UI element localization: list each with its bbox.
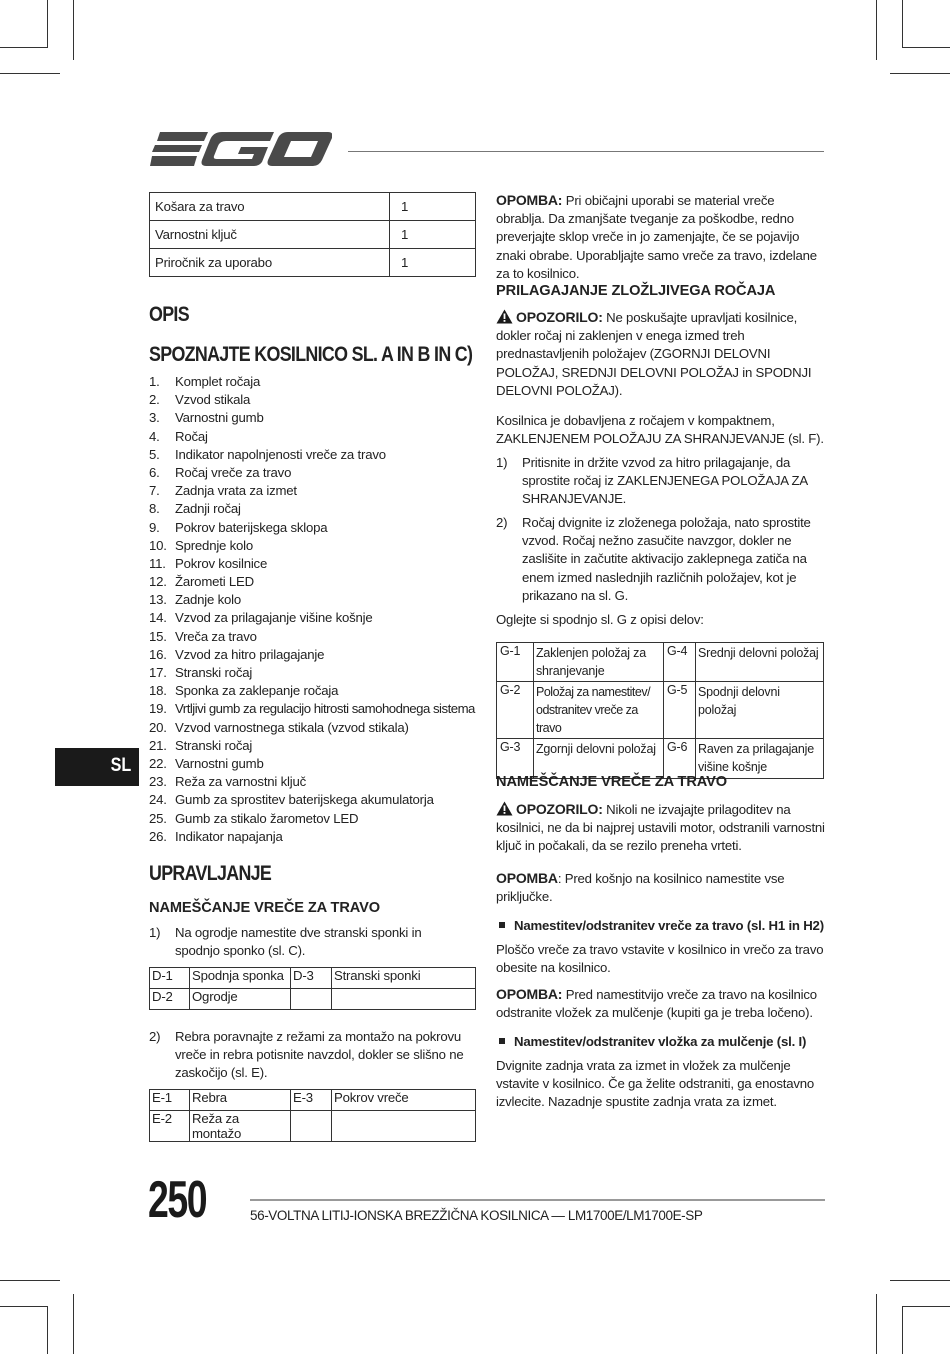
list-item-label: Stranski ročaj [175, 737, 253, 753]
step-text: Ročaj dvignite iz zloženega položaja, nato sprostite vzvod. Ročaj nežno zasučite navzgor, dokler ne zaslišite in začutite aktivacijo zaklepnega zatiča na enem izmed naslednjih različnih položajev, kot je prikazano na sl. G. [522, 515, 811, 603]
table-cell: G-6 [664, 739, 696, 779]
list-item [149, 682, 475, 700]
list-item [149, 628, 475, 646]
crop-mark [73, 1294, 74, 1354]
list-item [149, 555, 475, 573]
packing-item: Priročnik za uporabo [150, 249, 390, 277]
list-item [149, 646, 475, 664]
list-item-label: Vzvod varnostnega stikala (vzvod stikala) [175, 719, 409, 735]
packing-table [149, 192, 476, 277]
table-cell: D-2 [150, 989, 190, 1010]
subsection-bag [496, 917, 824, 935]
list-item-number: 24. [149, 792, 167, 808]
table-cell: G-3 [497, 739, 534, 779]
table-cell [291, 1111, 332, 1142]
list-item-label: Indikator napolnjenosti vreče za travo [175, 446, 386, 462]
list-item-number: 18. [149, 683, 167, 699]
language-tab [55, 748, 139, 786]
subheading-handle: PRILAGAJANJE ZLOŽLJIVEGA ROČAJA [496, 283, 776, 299]
list-item-label: Varnostni gumb [175, 755, 264, 771]
list-item-label: Zadnja vrata za izmet [175, 483, 297, 499]
note-attachments [496, 869, 796, 906]
list-item-label: Vzvod stikala [175, 392, 251, 408]
list-item-label: Reža za varnostni ključ [175, 774, 306, 790]
table-g [496, 642, 824, 779]
list-item-label: Varnostni gumb [175, 410, 264, 426]
list-item [149, 519, 475, 537]
crop-mark [0, 47, 48, 48]
table-row [150, 193, 476, 221]
warning-handle [496, 308, 814, 400]
list-item-label: Sponka za zaklepanje ročaja [175, 683, 339, 699]
table-cell: E-1 [150, 1090, 190, 1111]
list-item-number: 25. [149, 810, 167, 826]
crop-mark [0, 1306, 48, 1307]
list-item [149, 609, 475, 627]
table-cell: Srednji delovni položaj [696, 643, 824, 682]
table-row [497, 739, 824, 779]
section-heading-upravljanje: UPRAVLJANJE [149, 862, 272, 885]
crop-mark [0, 1280, 60, 1281]
paragraph-compact: Kosilnica je dobavljena z ročajem v kompaktnem, ZAKLENJENEM POLOŽAJU ZA SHRANJEVANJE (sl. F). [496, 413, 824, 447]
table-cell: Položaj za namestitev/ odstranitev vreče za travo [534, 682, 664, 739]
table-cell: Raven za prilagajanje višine košnje [696, 739, 824, 779]
table-row [150, 1090, 476, 1111]
table-cell [332, 1111, 476, 1142]
warning-text: Ne poskušajte upravljati kosilnice, dokler ročaj ni zaklenjen v enega izmed treh prednastavljenih položajev (ZGORNJI DELOVNI POLOŽAJ, SREDNJI DELOVNI POLOŽAJ in SPODNJI DELOVNI POLOŽAJ). [496, 310, 812, 398]
note-text: Pri običajni uporabi se material vreče obrablja. Da zmanjšate tveganje za poškodbe, redno preverjajte sklop vreče in jo zamenjajte, če se pojavijo znaki obrabe. Uporabljajte samo vreče za travo, izdelane za to kosilnico. [496, 193, 817, 281]
table-cell: Spodnji delovni položaj [696, 682, 824, 739]
subsection-title: Namestitev/odstranitev vložka za mulčenje (sl. I) [514, 1034, 807, 1049]
table-cell: E-2 [150, 1111, 190, 1142]
list-item [149, 428, 475, 446]
table-cell [332, 989, 476, 1010]
list-item-label: Vzvod za hitro prilagajanje [175, 646, 325, 662]
step-item [149, 924, 469, 960]
step-number: 2) [149, 1029, 161, 1044]
list-item-label: Gumb za sprostitev baterijskega akumulatorja [175, 792, 434, 808]
crop-mark [47, 1306, 48, 1354]
list-item-number: 9. [149, 519, 160, 535]
list-item [149, 391, 475, 409]
section-heading-opis: OPIS [149, 303, 189, 326]
warning-triangle-icon [496, 309, 513, 324]
note-text: Pred namestitvijo vreče za travo na kosilnico odstranite vložek za mulčenje (kupiti ga je treba ločeno). [496, 987, 817, 1021]
crop-mark [876, 0, 877, 60]
note-label: OPOMBA [496, 870, 558, 886]
subheading-install-bag: NAMEŠČANJE VREČE ZA TRAVO [149, 900, 381, 916]
table-row [150, 989, 476, 1010]
warning-text: Nikoli ne izvajajte prilagoditev na kosilnici, ne da bi najprej ustavili motor, odstranili varnostni ključ in počakali, da se rezilo preneha vrteti. [496, 802, 825, 854]
list-item [149, 373, 475, 391]
table-cell: G-1 [497, 643, 534, 682]
list-item [149, 591, 475, 609]
step-text: Pritisnite in držite vzvod za hitro prilagajanje, da sprostite ročaj iz ZAKLENJENEGA POLOŽAJA ZA SHRANJEVANJE. [522, 455, 808, 507]
table-cell: Spodnja sponka [190, 968, 291, 989]
list-item [149, 409, 475, 427]
step-item [496, 514, 816, 605]
packing-qty: 1 [390, 221, 476, 249]
packing-qty: 1 [390, 249, 476, 277]
list-item-label: Vzvod za prilagajanje višine košnje [175, 610, 373, 626]
list-item [149, 755, 475, 773]
list-item [149, 500, 475, 518]
note-label: OPOMBA: [496, 986, 563, 1002]
list-item-label: Sprednje kolo [175, 537, 254, 553]
crop-mark [73, 0, 74, 60]
list-item-number: 12. [149, 574, 167, 590]
list-item-number: 6. [149, 464, 160, 480]
list-item-label: Gumb za stikalo žarometov LED [175, 810, 359, 826]
list-item [149, 464, 475, 482]
list-item-number: 3. [149, 410, 160, 426]
list-item-number: 19. [149, 701, 167, 717]
list-item-label: Komplet ročaja [175, 374, 261, 389]
list-item-label: Vrtljivi gumb za regulacijo hitrosti samohodnega sistema [175, 701, 475, 717]
table-cell: G-4 [664, 643, 696, 682]
table-e [149, 1089, 476, 1142]
list-item-label: Indikator napajanja [175, 828, 283, 844]
table-cell: Pokrov vreče [332, 1090, 476, 1111]
table-d [149, 967, 476, 1010]
page-number: 250 [148, 1171, 207, 1229]
crop-mark [876, 1294, 877, 1354]
list-item [149, 828, 475, 846]
list-item [149, 482, 475, 500]
bullet-icon [499, 1038, 505, 1044]
table-cell: G-2 [497, 682, 534, 739]
list-item-number: 4. [149, 428, 160, 444]
crop-mark [902, 1306, 903, 1354]
step-item [149, 1028, 469, 1083]
list-item [149, 719, 475, 737]
warning-label: OPOZORILO: [516, 801, 603, 817]
list-item-number: 11. [149, 555, 166, 571]
list-item [149, 664, 475, 682]
table-row [497, 682, 824, 739]
table-row [497, 643, 824, 682]
section-heading-know: SPOZNAJTE KOSILNICO SL. A IN B IN C) [149, 343, 473, 366]
list-item-label: Ročaj vreče za travo [175, 464, 292, 480]
list-item-label: Zadnji ročaj [175, 501, 241, 517]
table-cell: Zgornji delovni položaj [534, 739, 664, 779]
table-cell: G-5 [664, 682, 696, 739]
list-item [149, 537, 475, 555]
table-row [150, 249, 476, 277]
crop-mark [890, 1280, 950, 1281]
list-item-number: 1. [149, 374, 160, 389]
list-item-number: 7. [149, 483, 160, 499]
list-item [149, 700, 475, 718]
list-item-number: 2. [149, 392, 160, 408]
note-text: : Pred košnjo na kosilnico namestite vse priključke. [496, 871, 785, 905]
packing-qty: 1 [390, 193, 476, 221]
step-number: 2) [496, 515, 508, 530]
parts-list [149, 373, 475, 846]
table-cell: Reža za montažo [190, 1111, 291, 1142]
list-item-label: Zadnje kolo [175, 592, 241, 608]
crop-mark [902, 1306, 950, 1307]
crop-mark [902, 47, 950, 48]
table-cell [291, 989, 332, 1010]
list-item [149, 446, 475, 464]
list-item [149, 737, 475, 755]
crop-mark [0, 73, 60, 74]
note-label: OPOMBA: [496, 192, 563, 208]
packing-item: Varnostni ključ [150, 221, 390, 249]
list-item-number: 8. [149, 501, 160, 517]
language-tab-label: SL [110, 755, 131, 776]
warning-adjust [496, 800, 826, 856]
warning-label: OPOZORILO: [516, 309, 603, 325]
header-rule [348, 151, 824, 152]
list-item-label: Ročaj [175, 428, 208, 444]
list-item-number: 5. [149, 446, 160, 462]
list-item-number: 17. [149, 665, 167, 680]
list-item-label: Vreča za travo [175, 628, 257, 644]
packing-item: Košara za travo [150, 193, 390, 221]
list-item-number: 10. [149, 537, 167, 553]
table-row [150, 968, 476, 989]
list-item [149, 791, 475, 809]
subsection-mulch [496, 1033, 806, 1051]
list-item-label: Stranski ročaj [175, 665, 253, 680]
step-number: 1) [496, 455, 508, 470]
footer-title: 56-VOLTNA LITIJ-IONSKA BREZŽIČNA KOSILNICA — LM1700E/LM1700E-SP [250, 1208, 703, 1223]
table-cell: D-3 [291, 968, 332, 989]
table-cell: Ogrodje [190, 989, 291, 1010]
note-bag-wear [496, 191, 826, 283]
list-item-number: 13. [149, 592, 167, 608]
table-cell: Stranski sponki [332, 968, 476, 989]
bullet-icon [499, 922, 505, 928]
table-cell: Zaklenjen položaj za shranjevanje [534, 643, 664, 682]
ego-logo [150, 128, 332, 177]
note-mulch [496, 985, 826, 1022]
paragraph-see-g: Oglejte si spodnjo sl. G z opisi delov: [496, 612, 704, 627]
table-row [150, 1111, 476, 1142]
list-item-label: Pokrov baterijskega sklopa [175, 519, 328, 535]
list-item [149, 773, 475, 791]
paragraph-mulch: Dvignite zadnja vrata za izmet in vložek za mulčenje vstavite v kosilnico. Če ga želite odstraniti, ga enostavno izvlecite. Nazadnje spustite zadnja vrata za izmet. [496, 1058, 815, 1110]
list-item [149, 810, 475, 828]
crop-mark [902, 0, 903, 48]
list-item-number: 22. [149, 755, 167, 771]
list-item-number: 26. [149, 828, 167, 844]
table-cell: Rebra [190, 1090, 291, 1111]
step-text: Rebra poravnajte z režami za montažo na pokrovu vreče in rebra potisnite navzdol, dokler se slišno ne zaskočijo (sl. E). [175, 1029, 464, 1081]
table-cell: E-3 [291, 1090, 332, 1111]
list-item-number: 20. [149, 719, 167, 735]
warning-triangle-icon [496, 801, 513, 816]
paragraph-bag: Ploščo vreče za travo vstavite v kosilnico in vrečo za travo obesite na kosilnico. [496, 942, 824, 976]
list-item-number: 16. [149, 646, 167, 662]
list-item-label: Žarometi LED [175, 574, 254, 590]
list-item-number: 21. [149, 737, 167, 753]
crop-mark [47, 0, 48, 48]
list-item-label: Pokrov kosilnice [175, 555, 268, 571]
list-item-number: 14. [149, 610, 167, 626]
crop-mark [890, 73, 950, 74]
list-item [149, 573, 475, 591]
footer-rule [250, 1199, 825, 1201]
list-item-number: 15. [149, 628, 167, 644]
table-cell: D-1 [150, 968, 190, 989]
step-text: Na ogrodje namestite dve stranski sponki in spodnjo sponko (sl. C). [175, 925, 422, 959]
subsection-title: Namestitev/odstranitev vreče za travo (sl. H1 in H2) [514, 918, 824, 933]
list-item-number: 23. [149, 774, 167, 790]
table-row [150, 221, 476, 249]
step-number: 1) [149, 925, 161, 940]
subheading-install-bag-right: NAMEŠČANJE VREČE ZA TRAVO [496, 774, 728, 790]
step-item [496, 454, 816, 509]
